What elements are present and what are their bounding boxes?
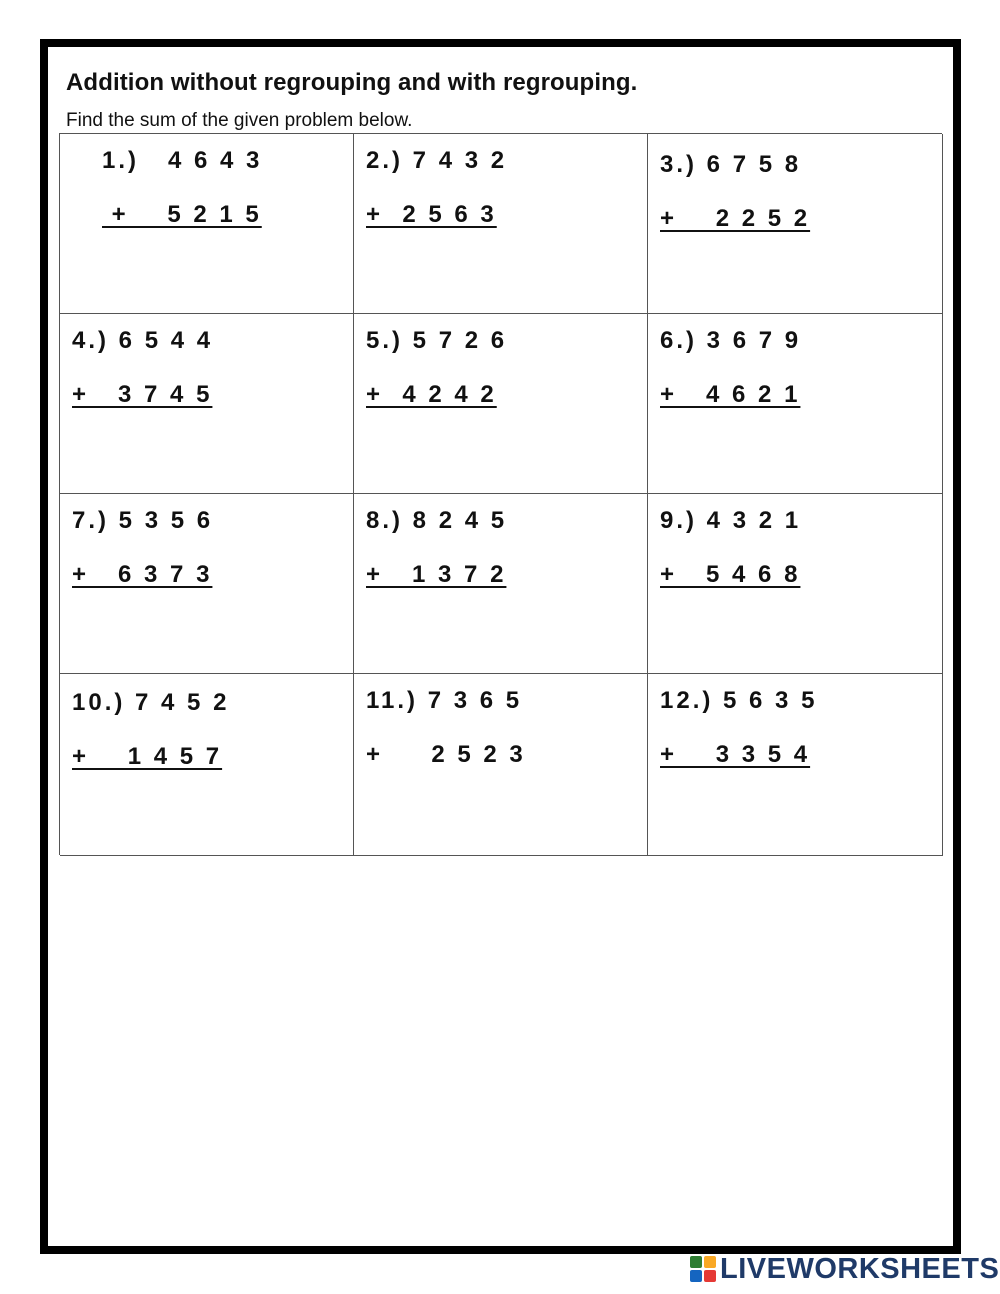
problem-cell-6[interactable] bbox=[648, 314, 943, 494]
brand-name: LIVEWORKSHEETS bbox=[720, 1252, 1000, 1285]
problem-6-first-addend: 6.) 3 6 7 9 bbox=[660, 327, 802, 354]
liveworksheets-logo-icon bbox=[690, 1256, 716, 1282]
problem-10-first-addend: 10.) 7 4 5 2 bbox=[72, 689, 230, 716]
problem-7-second-addend: + 6 3 7 3 bbox=[72, 561, 213, 588]
problem-4-first-addend: 4.) 6 5 4 4 bbox=[72, 327, 214, 354]
worksheet-title: Addition without regrouping and with regrouping. bbox=[66, 69, 638, 96]
problem-9-second-addend: + 5 4 6 8 bbox=[660, 561, 801, 588]
problem-3-second-addend: + 2 2 5 2 bbox=[660, 205, 811, 232]
problem-1-first-addend: 1.) 4 6 4 3 bbox=[102, 147, 263, 174]
problem-cell-5[interactable] bbox=[354, 314, 648, 494]
problem-2-second-addend: + 2 5 6 3 bbox=[366, 201, 497, 228]
logo-square-yellow bbox=[704, 1256, 716, 1268]
problem-grid bbox=[59, 133, 942, 855]
problem-9-first-addend: 9.) 4 3 2 1 bbox=[660, 507, 802, 534]
worksheet-instructions: Find the sum of the given problem below. bbox=[66, 110, 413, 131]
problem-12-second-addend: + 3 3 5 4 bbox=[660, 741, 811, 768]
problem-11-first-addend: 11.) 7 3 6 5 bbox=[366, 687, 523, 714]
problem-3-first-addend: 3.) 6 7 5 8 bbox=[660, 151, 802, 178]
problem-cell-1[interactable] bbox=[60, 134, 354, 314]
problem-10-second-addend: + 1 4 5 7 bbox=[72, 743, 223, 770]
problem-8-second-addend: + 1 3 7 2 bbox=[366, 561, 507, 588]
problem-8-first-addend: 8.) 8 2 4 5 bbox=[366, 507, 508, 534]
problem-6-second-addend: + 4 6 2 1 bbox=[660, 381, 801, 408]
problem-cell-11[interactable] bbox=[354, 674, 648, 856]
problem-cell-8[interactable] bbox=[354, 494, 648, 674]
problem-cell-12[interactable] bbox=[648, 674, 943, 856]
problem-1-second-addend: + 5 2 1 5 bbox=[102, 201, 262, 228]
logo-square-blue bbox=[690, 1270, 702, 1282]
problem-cell-2[interactable] bbox=[354, 134, 648, 314]
problem-2-first-addend: 2.) 7 4 3 2 bbox=[366, 147, 508, 174]
problem-cell-7[interactable] bbox=[60, 494, 354, 674]
problem-cell-9[interactable] bbox=[648, 494, 943, 674]
problem-5-second-addend: + 4 2 4 2 bbox=[366, 381, 497, 408]
logo-square-green bbox=[690, 1256, 702, 1268]
worksheet-frame bbox=[40, 39, 961, 1254]
problem-cell-3[interactable] bbox=[648, 134, 943, 314]
problem-cell-10[interactable] bbox=[60, 674, 354, 856]
problem-5-first-addend: 5.) 5 7 2 6 bbox=[366, 327, 508, 354]
problem-4-second-addend: + 3 7 4 5 bbox=[72, 381, 213, 408]
problem-7-first-addend: 7.) 5 3 5 6 bbox=[72, 507, 214, 534]
logo-square-red bbox=[704, 1270, 716, 1282]
problem-cell-4[interactable] bbox=[60, 314, 354, 494]
problem-12-first-addend: 12.) 5 6 3 5 bbox=[660, 687, 818, 714]
problem-11-second-addend: + 2 5 2 3 bbox=[366, 741, 526, 768]
liveworksheets-brand bbox=[690, 1254, 999, 1284]
